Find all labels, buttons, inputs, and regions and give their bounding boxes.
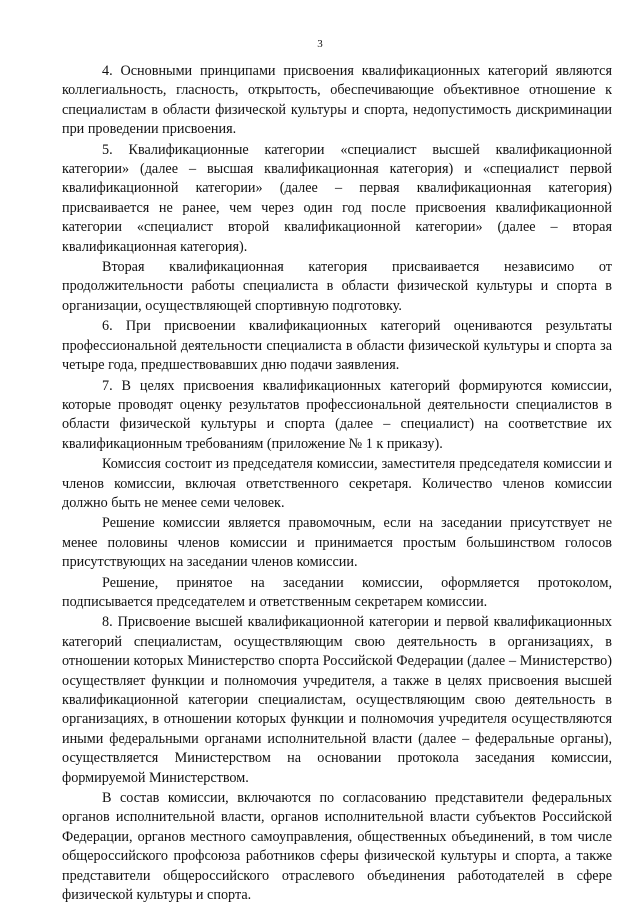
paragraph-commission-membership: В состав комиссии, включаются по согласованию представители федеральных органов исполнительной власти, органов исполнительной власти субъектов Российской Федерации, органов местного самоуправления, общественных объединений, в том числе общероссийского профсоюза работников сферы физической культуры и спорта, а также представители общероссийского отраслевого объединения работодателей в сфере физической культуры и спорта.: [62, 790, 612, 904]
paragraph-5-higher-first-category: 5. Квалификационные категории «специалист высшей квалификационной категории» (далее – высшая квалификационная категория) и «специалист первой квалификационной категории» (далее – первая квалификационная категория) присваивается не ранее, чем через один год после присвоения квалификационной категории «специалист второй квалификационной категории» (далее – вторая квалификационная категория).: [62, 141, 612, 255]
paragraph-8-ministry-assignment: 8. Присвоение высшей квалификационной категории и первой квалификационных категорий специалистам, осуществляющим свою деятельность в организациях, в отношении которых Министерство спорта Российской Федерации (далее – Министерство) осуществляет функции и полномочия учредителя, а также в целях присвоения высшей квалификационной категории специалистам, осуществляющим свою деятельность в организациях, в отношении которых функции и полномочия учредителя осуществляются иными федеральными органами исполнительной власти (далее – федеральные органы), осуществляется Министерством на основании протокола заседания комиссии, формируемой Министерством.: [62, 614, 612, 786]
page-number: 3: [317, 38, 323, 50]
paragraph-6-evaluation: 6. При присвоении квалификационных категорий оцениваются результаты профессиональной деятельности специалиста в области физической культуры и спорта за четыре года, предшествовавших дню подачи заявления.: [62, 318, 612, 374]
document-body: [62, 62, 612, 906]
paragraph-commission-protocol: Решение, принятое на заседании комиссии, оформляется протоколом, подписывается председателем и ответственным секретарем комиссии.: [62, 574, 612, 610]
paragraph-4-principles: 4. Основными принципами присвоения квалификационных категорий являются коллегиальность, гласность, открытость, обеспечивающие объективное отношение к специалистам в области физической культуры и спорта, недопустимость дискриминации при проведении присвоения.: [62, 63, 612, 138]
paragraph-commission-quorum: Решение комиссии является правомочным, если на заседании присутствует не менее половины членов комиссии и принимается простым большинством голосов присутствующих на заседании членов комиссии.: [62, 515, 612, 571]
paragraph-7-commissions: 7. В целях присвоения квалификационных категорий формируются комиссии, которые проводят оценку результатов профессиональной деятельности специалистов в области физической культуры и спорта (далее – специалист) на соответствие их квалификационным требованиям (приложение № 1 к приказу).: [62, 377, 612, 452]
paragraph-second-category: Вторая квалификационная категория присваивается независимо от продолжительности работы специалиста в области физической культуры и спорта в организации, осуществляющей спортивную подготовку.: [62, 259, 612, 314]
paragraph-commission-composition: Комиссия состоит из председателя комиссии, заместителя председателя комиссии и членов комиссии, включая ответственного секретаря. Количество членов комиссии должно быть не менее семи человек.: [62, 456, 612, 511]
